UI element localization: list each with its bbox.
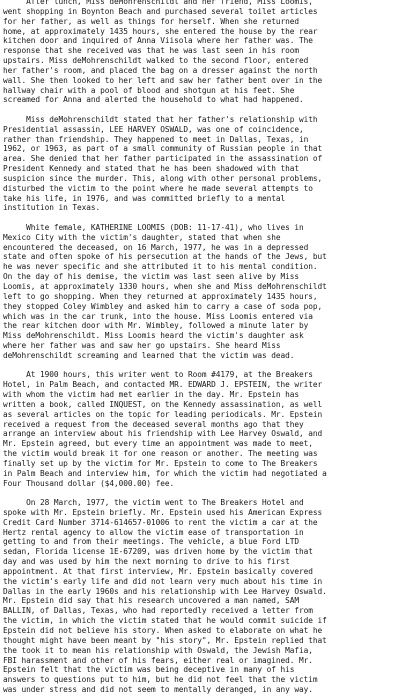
text-line: wall. She then looked to her left and saw her father bent over in the xyxy=(3,75,323,85)
paragraph-epstein-interview xyxy=(3,498,400,695)
text-line: institution in Texas. xyxy=(3,203,101,213)
text-line: Four Thousand dollar ($4,000.00) fee. xyxy=(3,478,175,488)
text-line: getting to and from their meetings. The vehicle, a blue Ford LTD xyxy=(3,537,299,547)
text-line: the victim's early life and did not learn very much about his time in xyxy=(3,576,323,586)
paragraph-oswald-relationship xyxy=(3,115,400,213)
text-line: rather than friendship. They happened to meet in Dallas, Texas, in xyxy=(3,134,309,144)
text-line: went shopping in Boynton Beach and purchased several toilet articles xyxy=(3,6,318,16)
text-line: the took it to mean his relationship with Oswald, the Jewish Mafia, xyxy=(3,645,313,655)
text-line: thought might have been meant by "his story", Mr. Epstein replied that xyxy=(3,635,327,645)
text-line: which was in the car trunk, into the house. Miss Loomis entered via xyxy=(3,311,313,321)
text-line: in Palm Beach and interview him, for which the victim had negotiated a xyxy=(3,468,327,478)
text-line: sedan, Florida license 1E-67209, was driven home by the victim that xyxy=(3,547,313,557)
text-line: arrange an interview about his friendship with Lee Harvey Oswald, and xyxy=(3,429,323,439)
text-line: appointment. At that first interview, Mr. Epstein basically covered xyxy=(3,566,313,576)
text-line: Hotel, in Palm Beach, and contacted MR. EDWARD J. EPSTEIN, the writer xyxy=(3,380,323,390)
text-line: for her father, as well as things for herself. When she returned xyxy=(3,16,299,26)
text-line: encountered the deceased, on 16 March, 1977, he was in a depressed xyxy=(3,242,309,252)
text-line: spoke with Mr. Epstein briefly. Mr. Epstein used his American Express xyxy=(3,507,323,517)
text-line: suspicion since the murder. This, along with other personal problems, xyxy=(3,173,323,183)
text-line: finally set up by the victim for Mr. Epstein to come to The Breakers xyxy=(3,458,318,468)
paragraph-gap xyxy=(3,213,400,223)
text-line: Epstein did not believe his story. When asked to elaborate on what he xyxy=(3,626,323,635)
text-line: with whom the victim had met earlier in the day. Mr. Epstein has xyxy=(3,390,299,399)
text-line: left to go shopping. When they returned at approximately 1435 hours, xyxy=(3,291,318,301)
text-line: the rear kitchen door with Mr. Wimbley, followed a minute later by xyxy=(3,321,309,331)
text-line: upstairs. Miss deMohrenschildt walked to the second floor, entered xyxy=(3,56,309,66)
text-line: they stopped Coley Wimbley and asked him to carry a case of soda pop, xyxy=(3,301,323,311)
text-line: kitchen door and inquired of Anna Viisola where her father was. The xyxy=(3,36,313,46)
text-line: the victim would break it for one reason or another. The meeting was xyxy=(3,449,318,459)
text-line: take his life, in 1976, and was committed briefly to a mental xyxy=(3,193,286,203)
text-line: response that she received was that he was last seen in his room xyxy=(3,46,299,56)
paragraph-gap xyxy=(3,361,400,371)
text-line: deMohrenschildt screaming and learned that the victim was dead. xyxy=(3,350,295,360)
text-line: Hertz rental agency to allow the victim ease of transportation in xyxy=(3,527,304,537)
text-line: Loomis, at approximately 1330 hours, when she and Miss deMohrenschildt xyxy=(3,281,327,291)
text-line: FBI harassment and other of his fears, either real or imagined. Mr. xyxy=(3,655,313,665)
text-line: Mr. Epstein did say that his research uncovered a man named, SAM xyxy=(3,596,299,606)
text-line: On the day of his demise, the victim was last seen alive by Miss xyxy=(3,272,299,282)
text-line: President Kennedy and stated that he has been shadowed with that xyxy=(3,164,299,174)
paragraph-gap xyxy=(3,105,400,115)
text-line: home, at approximately 1435 hours, she entered the house by the rear xyxy=(3,26,318,36)
text-line: Credit Card Number 3714-614657-01006 to rent the victim a car at the xyxy=(3,517,318,527)
text-line: Presidential assassin, LEE HARVEY OSWALD, was one of coincidence, xyxy=(3,124,304,134)
text-line: After lunch, Miss deMohrenschildt and her friend, Miss Loomis, xyxy=(3,0,313,6)
paragraph-epstein-contact xyxy=(3,370,400,488)
text-line: state and often spoke of his persecution at the hands of the Jews, but xyxy=(3,252,327,262)
text-line: hallway chair with a pool of blood and shotgun at his feet. She xyxy=(3,85,295,95)
text-line: 1962, or 1963, as part of a small community of Russian people in that xyxy=(3,144,323,154)
text-line: Mr. Epstein agreed, but every time an appointment was made to meet, xyxy=(3,439,313,449)
text-line: Dallas in the early 1960s and his relationship with Lee Harvey Oswald. xyxy=(3,586,327,596)
text-line: was under stress and did not seem to mentally deranged, in any way. xyxy=(3,685,313,695)
text-line: Miss deMohrenschildt. Miss Loomis heard the victim's daughter ask xyxy=(3,331,304,341)
text-line: answers to questions put to him, but he did not feel that the victim xyxy=(3,675,318,685)
text-line: Epstein felt that the victim was being deceptive in many of his xyxy=(3,665,295,675)
paragraph-gap xyxy=(3,488,400,498)
text-line: received a request from the deceased several months ago that they xyxy=(3,419,304,429)
text-line: written a book, called INQUEST, on the Kennedy assassination, as well xyxy=(3,399,323,409)
text-line: At 1900 hours, this writer went to Room #4179, at the Breakers xyxy=(3,370,313,380)
paragraph-shopping-and-discovery xyxy=(3,0,400,105)
text-line: Miss deMohrenschildt stated that her father's relationship with xyxy=(3,114,318,124)
text-line: her father's room, and placed the bag on a dresser against the north xyxy=(3,65,318,75)
text-line: White female, KATHERINE LOOMIS (DOB: 11-17-41), who lives in xyxy=(3,222,304,232)
paragraph-loomis-statement xyxy=(3,223,400,361)
text-line: day and was used by him the next morning to drive to his first xyxy=(3,557,290,567)
text-line: On 28 March, 1977, the victim went to The Breakers Hotel and xyxy=(3,498,304,508)
text-line: he was never specific and she attributed it to his mental condition. xyxy=(3,262,318,272)
text-line: where her father was and saw her go upstairs. She heard Miss xyxy=(3,341,281,351)
text-line: as several articles on the topic for leading periodicals. Mr. Epstein xyxy=(3,409,323,419)
text-line: the victim, in which the victim stated that he would commit suicide if xyxy=(3,616,327,626)
text-line: area. She denied that her father participated in the assassination of xyxy=(3,154,323,164)
text-line: Mexico City with the victim's daughter, stated that when she xyxy=(3,232,281,242)
text-line: screamed for Anna and alerted the household to what had happened. xyxy=(3,95,304,105)
text-line: disturbed the victim to the point where he made several attempts to xyxy=(3,183,313,193)
text-line: BALLIN, of Dallas, Texas, who had reportedly received a letter from xyxy=(3,606,313,616)
